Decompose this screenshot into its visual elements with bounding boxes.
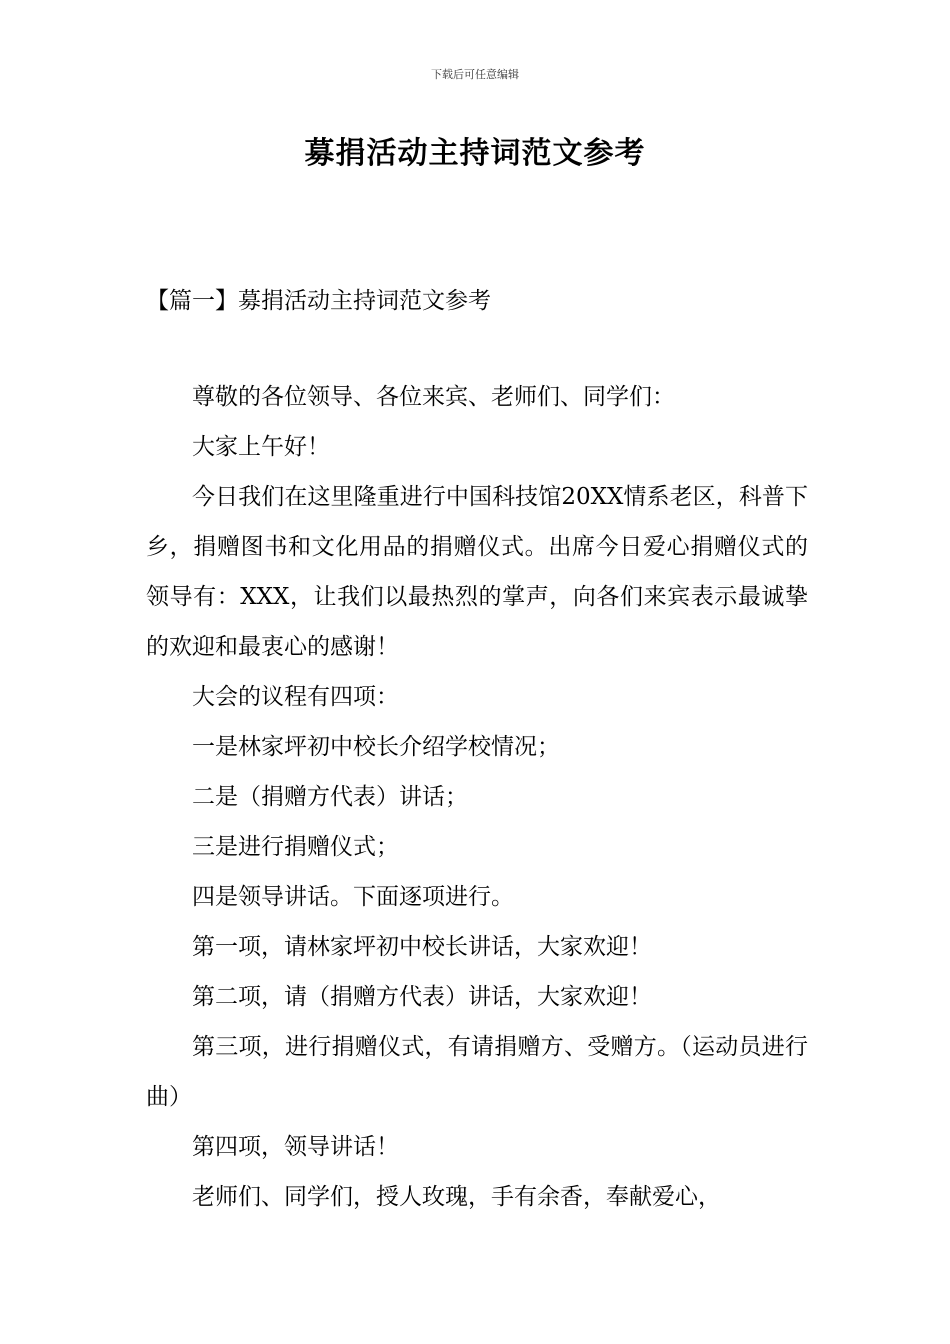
- paragraph-closing: 老师们、同学们，授人玫瑰，手有余香，奉献爱心，: [192, 1184, 721, 1210]
- paragraph-greeting: 尊敬的各位领导、各位来宾、老师们、同学们：: [192, 384, 675, 410]
- paragraph-good-morning: 大家上午好！: [192, 434, 330, 460]
- paragraph-agenda-item-4: 四是领导讲话。下面逐项进行。: [192, 884, 514, 910]
- header-note: 下载后可任意编辑: [431, 68, 519, 81]
- paragraph-agenda-item-2: 二是（捐赠方代表）讲话；: [192, 784, 468, 810]
- paragraph-agenda: 大会的议程有四项：: [192, 684, 399, 710]
- paragraph-step-2: 第二项，请（捐赠方代表）讲话，大家欢迎！: [192, 984, 652, 1010]
- paragraph-step-4: 第四项，领导讲话！: [192, 1134, 399, 1160]
- paragraph-introduction: 今日我们在这里隆重进行中国科技馆20XX情系老区，科普下乡，捐赠图书和文化用品的捐赠仪式。出席今日爱心捐赠仪式的领导有：XXX，让我们以最热烈的掌声，向各们来宾表示最诚挚的欢迎和最衷心的感谢！: [146, 484, 808, 660]
- document-title: 募捐活动主持词范文参考: [304, 136, 646, 171]
- section-heading: 【篇一】募捐活动主持词范文参考: [146, 288, 491, 314]
- paragraph-step-3: 第三项，进行捐赠仪式，有请捐赠方、受赠方。（运动员进行曲）: [146, 1034, 808, 1110]
- paragraph-step-1: 第一项，请林家坪初中校长讲话，大家欢迎！: [192, 934, 652, 960]
- body-text: [146, 372, 808, 1222]
- paragraph-agenda-item-3: 三是进行捐赠仪式；: [192, 834, 399, 860]
- paragraph-agenda-item-1: 一是林家坪初中校长介绍学校情况；: [192, 734, 560, 760]
